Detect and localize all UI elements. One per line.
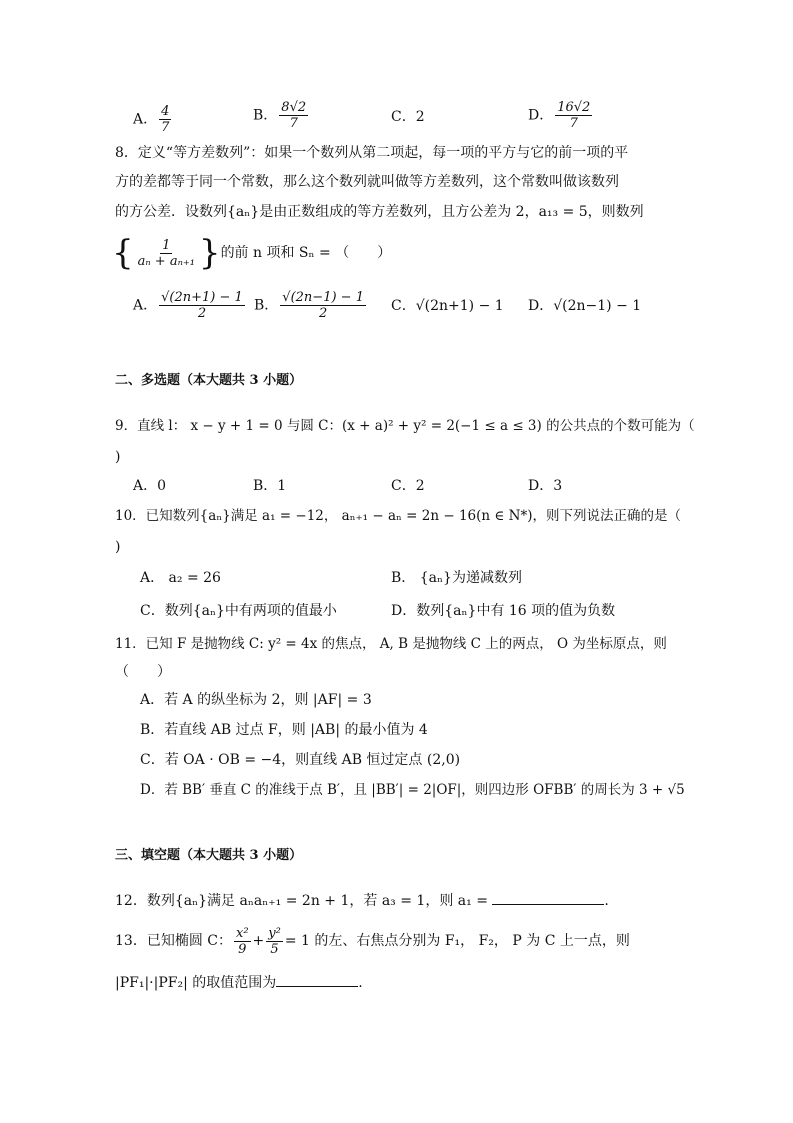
- q11-option-c: C．若 OA · OB = −4，则直线 AB 恒过定点 (2,0): [140, 752, 461, 768]
- q8-option-d-value: √(2n−1) − 1: [553, 298, 642, 314]
- q8-line-4-tail: 的前 n 项和 Sₙ = （ ）: [220, 245, 392, 261]
- q8-line-2: 方的差都等于同一个常数，那么这个数列就叫做等方差数列，这个常数叫做该数列: [115, 174, 619, 190]
- q11-line-1: 11．已知 F 是抛物线 C: y² = 4x 的焦点， A, B 是抛物线 C 上的两点， O 为坐标原点，则: [115, 636, 667, 652]
- q8-option-d-label: D．: [528, 298, 554, 314]
- q8-option-a-num: √(2n+1) − 1: [161, 290, 243, 305]
- q10-option-c: C．数列{aₙ}中有两项的值最小: [140, 603, 337, 619]
- q13-answer-blank[interactable]: [276, 972, 358, 987]
- q8-line-4: [112, 233, 391, 273]
- q8-option-b-label: B．: [254, 297, 279, 314]
- section-3-heading: 三、填空题（本大题共 3 小题）: [115, 848, 303, 863]
- q7-option-b: [253, 100, 310, 131]
- q10-option-d: D．数列{aₙ}中有 16 项的值为负数: [391, 603, 616, 619]
- q9-option-d: D．3: [528, 478, 563, 494]
- q8-right-brace: }: [198, 233, 221, 273]
- q7-option-a-label: A．: [133, 111, 158, 128]
- q8-option-a-fraction: [159, 290, 245, 321]
- q7-option-b-num: 8√2: [281, 100, 307, 115]
- q7-option-a: [133, 104, 173, 135]
- q10-option-a: A． a₂ = 26: [140, 570, 221, 586]
- q8-option-b-den: 2: [318, 306, 328, 321]
- q8-fraction-num: 1: [162, 237, 171, 253]
- q7-option-b-den: 7: [289, 116, 298, 131]
- q7-option-c-value: 2: [415, 109, 425, 125]
- q8-fraction-den: aₙ + aₙ₊₁: [137, 253, 195, 269]
- q13-post: = 1 的左、右焦点分别为 F₁， F₂， P 为 C 上一点，则: [284, 933, 630, 949]
- q8-option-a-den: 2: [197, 306, 207, 321]
- q7-option-d-num: 16√2: [557, 100, 591, 115]
- q9-option-a: A．0: [133, 478, 167, 494]
- q7-option-c: [391, 107, 425, 127]
- q7-option-a-den: 7: [161, 120, 170, 135]
- q7-option-c-label: C．: [391, 109, 416, 125]
- q13-fraction-y-den: 5: [270, 941, 279, 957]
- q7-option-b-fraction: [279, 100, 308, 131]
- q7-option-d: [528, 100, 594, 131]
- q11-option-d: D．若 BB′ 垂直 C 的准线于点 B′，且 |BB′| = 2|OF|，则四边形 OFBB′ 的周长为 3 + √5: [140, 782, 685, 798]
- q7-option-d-label: D．: [528, 107, 554, 124]
- q8-option-b: [254, 290, 368, 321]
- q11-option-a: A．若 A 的纵坐标为 2，则 |AF| = 3: [140, 692, 372, 708]
- q7-option-d-fraction: [555, 100, 592, 131]
- q13-pre: 13．已知椭圆 C：: [115, 933, 232, 949]
- q12-end: .: [604, 893, 609, 909]
- q13-end: .: [358, 975, 363, 991]
- q8-option-a-label: A．: [133, 297, 158, 314]
- q9-option-b: B．1: [253, 478, 287, 494]
- q13-fraction-x-den: 9: [238, 941, 247, 957]
- q8-option-c-label: C．: [391, 298, 416, 314]
- q13-fraction-y: [266, 926, 283, 957]
- q8-option-c: [391, 296, 504, 316]
- q11-option-b: B．若直线 AB 过点 F，则 |AB| 的最小值为 4: [140, 722, 428, 738]
- q13-line-2: [115, 972, 363, 993]
- q10-option-b: B． {aₙ}为递减数列: [391, 570, 522, 586]
- q13-fraction-x-num: x²: [235, 925, 249, 941]
- q12-text: 12．数列{aₙ}满足 aₙaₙ₊₁ = 2n + 1，若 a₃ = 1，则 a₁ =: [115, 893, 488, 909]
- q9-line-1: 9．直线 l： x − y + 1 = 0 与圆 C：(x + a)² + y² = 2(−1 ≤ a ≤ 3) 的公共点的个数可能为（: [115, 418, 695, 434]
- q12-answer-blank[interactable]: [492, 890, 604, 905]
- q12-line: [115, 890, 609, 911]
- q7-option-a-num: 4: [161, 104, 170, 119]
- q7-option-a-fraction: [159, 104, 171, 135]
- q7-option-b-label: B．: [253, 107, 278, 124]
- q13-line-2-text: |PF₁|·|PF₂| 的取值范围为: [115, 975, 277, 991]
- q11-line-2: （ ）: [115, 664, 171, 680]
- q8-left-brace: {: [112, 233, 134, 273]
- q13-fraction-x: [234, 926, 251, 957]
- q8-option-d: [528, 296, 641, 316]
- q9-option-c: C．2: [391, 478, 425, 494]
- q13-line-1: [115, 922, 630, 960]
- q7-option-d-den: 7: [569, 116, 578, 131]
- q9-line-2: ): [115, 449, 121, 465]
- q13-plus: +: [252, 933, 265, 949]
- q8-line-1: 8．定义“等方差数列”：如果一个数列从第二项起，每一项的平方与它的前一项的平: [115, 145, 629, 161]
- q8-sequence-fraction: [136, 238, 197, 269]
- q13-fraction-y-num: y²: [268, 925, 281, 941]
- q8-option-b-fraction: [280, 290, 366, 321]
- q8-option-b-num: √(2n−1) − 1: [282, 290, 364, 305]
- q8-option-c-value: √(2n+1) − 1: [415, 298, 504, 314]
- q10-line-1: 10．已知数列{aₙ}满足 a₁ = −12， aₙ₊₁ − aₙ = 2n − 16(n ∈ N*)，则下列说法正确的是（: [115, 508, 681, 524]
- section-2-heading: 二、多选题（本大题共 3 小题）: [115, 373, 303, 388]
- q10-line-2: ): [115, 539, 121, 555]
- q8-option-a: [133, 290, 247, 321]
- q8-line-3: 的方公差．设数列{aₙ}是由正数组成的等方差数列，且方公差为 2，a₁₃ = 5，则数列: [115, 204, 644, 220]
